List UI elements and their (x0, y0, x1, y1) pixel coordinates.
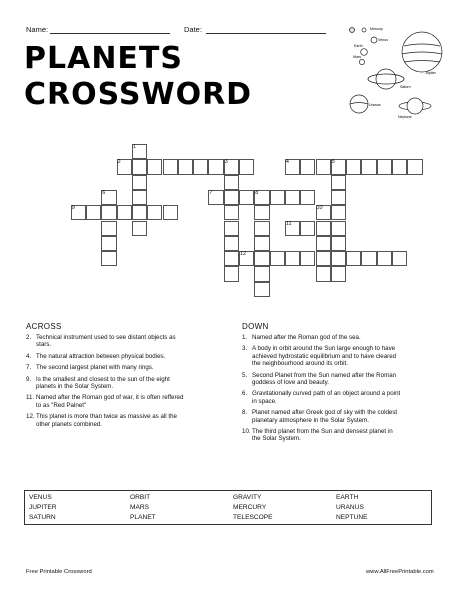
title-line-2: CROSSWORD (24, 77, 253, 112)
crossword-cell[interactable] (193, 159, 208, 174)
clue-text-line: The second largest planet with many rings. (36, 364, 154, 372)
down-clue (242, 334, 442, 341)
clue-number: 8 (255, 189, 259, 196)
clue-number: 10 (316, 205, 323, 212)
down-clue (242, 390, 442, 405)
crossword-cell[interactable] (316, 266, 331, 281)
clue-text-line: Planet named after Greek god of sky with the coldest (252, 409, 398, 417)
crossword-cell[interactable] (300, 251, 315, 266)
clue-number: 12 (240, 251, 247, 258)
planet-label: Saturn (400, 85, 411, 89)
word-bank-item: EARTH (336, 494, 359, 501)
crossword-cell[interactable] (285, 251, 300, 266)
clue-number-label: 12. (26, 413, 35, 421)
crossword-cell[interactable] (132, 159, 147, 174)
crossword-cell[interactable] (377, 159, 392, 174)
crossword-cell[interactable] (224, 251, 239, 266)
word-bank-item: JUPITER (29, 504, 57, 511)
planet-label: Jupiter (425, 71, 436, 75)
crossword-cell[interactable] (239, 190, 254, 205)
clue-number: 9 (71, 205, 75, 212)
crossword-cell[interactable] (224, 221, 239, 236)
clue-number: 3 (224, 159, 228, 166)
across-clue (26, 334, 226, 349)
footer-left: Free Printable Crossword (26, 569, 92, 575)
down-clue (242, 409, 442, 424)
date-line[interactable] (206, 33, 326, 34)
crossword-cell[interactable] (300, 221, 315, 236)
neptune-icon (407, 98, 423, 114)
crossword-cell[interactable] (316, 236, 331, 251)
clue-number-label: 8. (242, 409, 248, 417)
crossword-cell[interactable] (316, 251, 331, 266)
crossword-cell[interactable] (224, 236, 239, 251)
crossword-cell[interactable] (101, 205, 116, 220)
crossword-cell[interactable] (208, 159, 223, 174)
crossword-cell[interactable] (132, 221, 147, 236)
crossword-cell[interactable] (132, 205, 147, 220)
crossword-cell[interactable] (117, 205, 132, 220)
word-bank-item: MARS (130, 504, 150, 511)
clue-text-line: A body in orbit around the Sun large enough to have (252, 345, 396, 353)
crossword-cell[interactable] (270, 251, 285, 266)
planet-label: Venus (378, 38, 388, 42)
solar-system-illustration (340, 22, 444, 124)
footer-right: www.AllFreePrintable.com (366, 569, 434, 575)
clue-number-label: 3. (242, 345, 248, 353)
crossword-cell[interactable] (101, 251, 116, 266)
crossword-cell[interactable] (254, 251, 269, 266)
venus-icon (371, 37, 377, 43)
clue-text-line: Second Planet from the Sun named after the Roman (252, 371, 397, 379)
clue-text-line: Technical instrument used to see distant objects as (36, 334, 176, 341)
crossword-cell[interactable] (270, 190, 285, 205)
clue-number: 4 (285, 159, 289, 166)
planet-label: Neptune (398, 115, 412, 119)
clue-number-label: 2. (26, 334, 32, 341)
planet-label: Mercury (370, 27, 383, 31)
clue-text-line: achieved hydrostatic equilibrium and to have cleared (252, 352, 397, 360)
sun-icon (350, 28, 355, 33)
crossword-cell[interactable] (331, 251, 346, 266)
crossword-cell[interactable] (224, 266, 239, 281)
mercury-icon (362, 28, 366, 32)
crossword-cell[interactable] (300, 190, 315, 205)
name-label: Name: (26, 25, 49, 34)
clue-number-label: 1. (242, 334, 248, 341)
crossword-cell[interactable] (331, 236, 346, 251)
clue-number: 7 (209, 189, 213, 196)
clue-text-line: Named after the Roman god of the sea. (252, 334, 361, 341)
word-bank-item: URANUS (336, 504, 364, 511)
clue-text-line: Gravitationally curved path of an object around a point (252, 390, 401, 398)
clue-text-line: The third planet from the Sun and densest planet in (252, 428, 393, 435)
crossword-cell[interactable] (392, 159, 407, 174)
crossword-cell[interactable] (254, 205, 269, 220)
planet-label: Mars (353, 55, 361, 59)
word-bank-item: NEPTUNE (336, 514, 368, 521)
down-clue (242, 345, 442, 367)
crossword-cell[interactable] (101, 236, 116, 251)
saturn-icon (376, 69, 396, 89)
crossword-cell[interactable] (132, 190, 147, 205)
crossword-cell[interactable] (346, 251, 361, 266)
date-label: Date: (184, 25, 202, 34)
clue-number: 6 (102, 189, 106, 196)
word-bank-item: MERCURY (233, 504, 267, 511)
planet-label: Uranus (369, 103, 381, 107)
clue-number: 5 (331, 159, 335, 166)
crossword-cell[interactable] (346, 159, 361, 174)
clue-number: 11 (285, 220, 292, 227)
clue-number-label: 4. (26, 352, 32, 360)
clue-text-line: to as "Red Palnet" (36, 401, 87, 409)
clue-number-label: 11. (26, 394, 35, 402)
crossword-cell[interactable] (163, 159, 178, 174)
crossword-cell[interactable] (331, 266, 346, 281)
crossword-cell[interactable] (285, 190, 300, 205)
crossword-cell[interactable] (254, 221, 269, 236)
planet-label: Earth (354, 44, 363, 48)
crossword-cell[interactable] (377, 251, 392, 266)
crossword-cell[interactable] (132, 175, 147, 190)
clue-text-line: goddess of love and beauty. (252, 378, 329, 386)
crossword-cell[interactable] (331, 190, 346, 205)
down-clue (242, 372, 442, 387)
clue-text-line: This planet is more than twice as massive as all the (36, 413, 177, 421)
crossword-cell[interactable] (331, 221, 346, 236)
clue-text-line: the neighbourhood around its orbit. (252, 360, 348, 368)
crossword-cell[interactable] (316, 159, 331, 174)
word-bank-item: ORBIT (130, 494, 151, 501)
word-bank-item: SATURN (29, 514, 56, 521)
clue-text-line: in space. (252, 397, 277, 405)
crossword-cell[interactable] (254, 236, 269, 251)
word-bank-item: VENUS (29, 494, 52, 501)
down-heading: DOWN (242, 322, 269, 331)
clue-number: 2 (117, 159, 121, 166)
across-clue (26, 364, 226, 371)
crossword-cell[interactable] (147, 205, 162, 220)
crossword-cell[interactable] (331, 175, 346, 190)
clue-number-label: 9. (26, 375, 32, 383)
crossword-cell[interactable] (224, 190, 239, 205)
name-line[interactable] (50, 33, 170, 34)
crossword-cell[interactable] (254, 266, 269, 281)
clue-number-label: 7. (26, 364, 32, 372)
clue-text-line: Named after the Roman god of war, it is often reffered (36, 394, 184, 402)
crossword-cell[interactable] (361, 159, 376, 174)
clue-text-line: other planets combined. (36, 420, 103, 428)
crossword-cell[interactable] (361, 251, 376, 266)
earth-icon (361, 49, 368, 56)
clue-number: 1 (132, 144, 136, 150)
crossword-cell[interactable] (163, 205, 178, 220)
clue-text-line: The natural attraction between physical bodies. (36, 352, 166, 360)
crossword-cell[interactable] (331, 205, 346, 220)
crossword-cell[interactable] (407, 159, 422, 174)
across-clue (26, 353, 226, 360)
crossword-cell[interactable] (178, 159, 193, 174)
word-bank (24, 490, 432, 525)
across-clue (26, 413, 226, 428)
across-clue (26, 394, 226, 409)
mars-icon (359, 59, 364, 64)
crossword-cell[interactable] (224, 175, 239, 190)
clue-text-line: stars. (36, 341, 52, 349)
clue-number-label: 6. (242, 390, 248, 398)
crossword-cell[interactable] (86, 205, 101, 220)
word-bank-item: PLANET (130, 514, 156, 521)
crossword-cell[interactable] (316, 221, 331, 236)
across-heading: ACROSS (26, 322, 62, 331)
crossword-cell[interactable] (101, 221, 116, 236)
clue-text-line: the Solar System. (252, 435, 301, 443)
clue-text-line: planetary atmosphere in the Solar System. (252, 416, 369, 424)
down-clue (242, 428, 442, 443)
crossword-cell[interactable] (254, 282, 269, 297)
across-clue (26, 376, 226, 391)
crossword-cell[interactable] (300, 159, 315, 174)
clue-number-label: 5. (242, 371, 248, 379)
clue-number-label: 10. (242, 428, 251, 435)
uranus-icon (350, 95, 368, 113)
word-bank-item: GRAVITY (233, 494, 262, 501)
title-line-1: PLANETS (24, 41, 183, 76)
clue-text-line: Is the smallest and closest to the sun of the eight (36, 375, 170, 383)
crossword-cell[interactable] (147, 159, 162, 174)
clue-text-line: planets in the Solar System. (36, 382, 114, 390)
crossword-cell[interactable] (224, 205, 239, 220)
crossword-cell[interactable] (392, 251, 407, 266)
word-bank-item: TELESCOPE (233, 514, 273, 521)
crossword-cell[interactable] (239, 159, 254, 174)
